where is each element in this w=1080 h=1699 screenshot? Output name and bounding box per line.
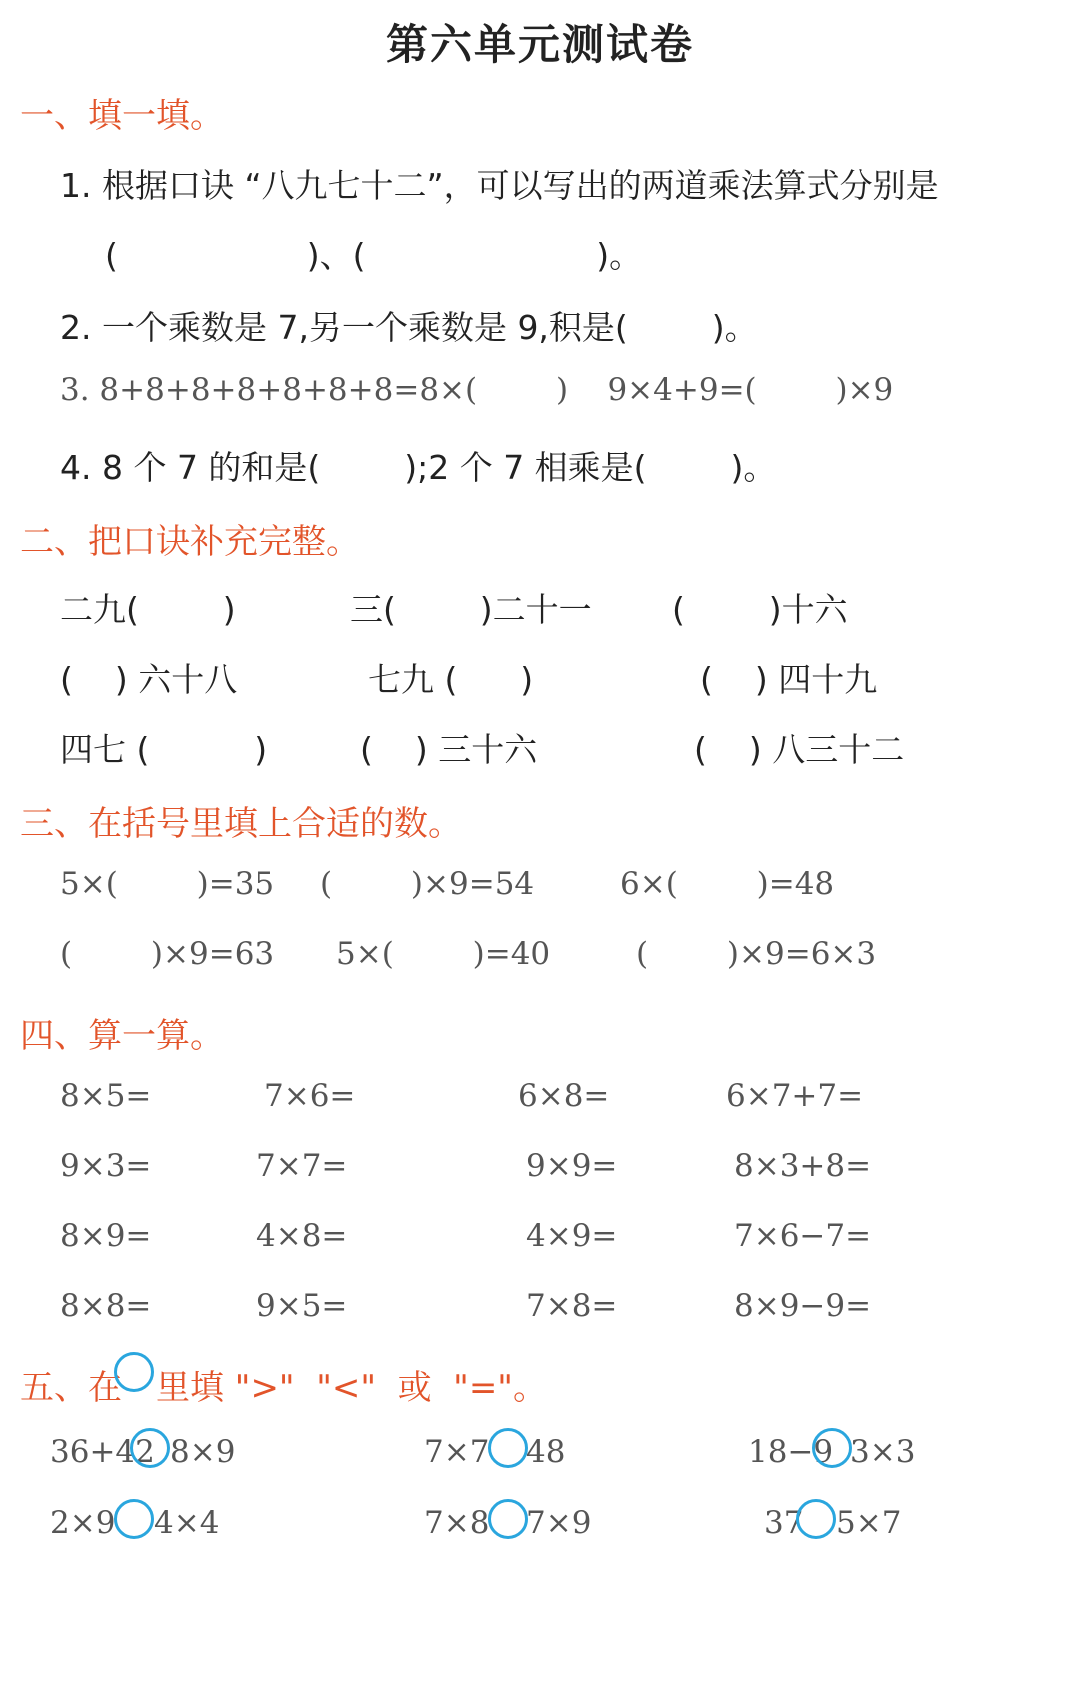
compare-right: 4×4 — [154, 1505, 220, 1541]
compare-circle-input[interactable] — [130, 1428, 170, 1468]
fill-item[interactable]: 5×( )=40 — [336, 936, 551, 972]
calc-item[interactable]: 7×6−7= — [734, 1218, 872, 1254]
koujue-item[interactable]: ( )十六 — [672, 590, 848, 629]
koujue-item[interactable]: 三( )二十一 — [350, 590, 592, 629]
fill-item[interactable]: ( )×9=6×3 — [636, 936, 877, 972]
compare-circle-input[interactable] — [812, 1428, 852, 1468]
calc-item[interactable]: 8×3+8= — [734, 1148, 872, 1184]
compare-right: 3×3 — [850, 1434, 916, 1470]
page-title: 第六单元测试卷 — [385, 20, 694, 69]
q2-text[interactable]: 2. 一个乘数是 7,另一个乘数是 9,积是( )。 — [60, 308, 758, 347]
fill-item[interactable]: ( )×9=54 — [320, 866, 535, 902]
section-5-heading-rest: 里填 ">" "<" 或 "="。 — [156, 1368, 547, 1408]
compare-right: 7×9 — [526, 1505, 592, 1541]
compare-left: 36+42 — [50, 1434, 155, 1470]
q1-text: 1. 根据口诀 “八九七十二”，可以写出的两道乘法算式分别是 — [60, 166, 939, 205]
calc-item[interactable]: 4×9= — [526, 1218, 618, 1254]
section-1-heading: 一、填一填。 — [20, 96, 224, 136]
calc-item[interactable]: 8×9−9= — [734, 1288, 872, 1324]
section-3-heading: 三、在括号里填上合适的数。 — [20, 804, 462, 844]
fill-item[interactable]: 5×( )=35 — [60, 866, 275, 902]
calc-item[interactable]: 6×7+7= — [726, 1078, 864, 1114]
calc-item[interactable]: 8×5= — [60, 1078, 152, 1114]
koujue-item[interactable]: ( ) 六十八 — [60, 660, 238, 699]
calc-item[interactable]: 9×5= — [256, 1288, 348, 1324]
compare-left: 18−9 — [748, 1434, 834, 1470]
fill-item[interactable]: 6×( )=48 — [620, 866, 835, 902]
koujue-item[interactable]: 二九( ) — [60, 590, 236, 629]
calc-item[interactable]: 9×3= — [60, 1148, 152, 1184]
compare-left: 2×9 — [50, 1505, 116, 1541]
calc-item[interactable]: 7×6= — [264, 1078, 356, 1114]
calc-item[interactable]: 8×9= — [60, 1218, 152, 1254]
calc-item[interactable]: 8×8= — [60, 1288, 152, 1324]
calc-item[interactable]: 6×8= — [518, 1078, 610, 1114]
koujue-item[interactable]: 七九 ( ) — [368, 660, 534, 699]
compare-left: 7×7 — [424, 1434, 490, 1470]
compare-circle-input[interactable] — [488, 1499, 528, 1539]
q1-answer-blanks[interactable]: ( )、( )。 — [105, 236, 643, 275]
compare-circle-input[interactable] — [488, 1428, 528, 1468]
koujue-item[interactable]: ( ) 三十六 — [360, 730, 538, 769]
fill-item[interactable]: ( )×9=63 — [60, 936, 275, 972]
section-2-heading: 二、把口诀补充完整。 — [20, 522, 360, 562]
q4-text[interactable]: 4. 8 个 7 的和是( );2 个 7 相乘是( )。 — [60, 448, 777, 487]
section-4-heading: 四、算一算。 — [20, 1016, 224, 1056]
compare-left: 7×8 — [424, 1505, 490, 1541]
calc-item[interactable]: 7×8= — [526, 1288, 618, 1324]
compare-right: 5×7 — [836, 1505, 902, 1541]
koujue-item[interactable]: ( ) 四十九 — [700, 660, 878, 699]
calc-item[interactable]: 4×8= — [256, 1218, 348, 1254]
compare-left: 37 — [764, 1505, 804, 1541]
koujue-item[interactable]: ( ) 八三十二 — [694, 730, 905, 769]
calc-item[interactable]: 7×7= — [256, 1148, 348, 1184]
compare-right: 48 — [526, 1434, 566, 1470]
compare-right: 8×9 — [170, 1434, 236, 1470]
compare-circle-input[interactable] — [114, 1499, 154, 1539]
circle-icon — [114, 1352, 154, 1392]
compare-circle-input[interactable] — [796, 1499, 836, 1539]
koujue-item[interactable]: 四七 ( ) — [60, 730, 268, 769]
section-5-heading: 五、在 — [20, 1368, 122, 1408]
q3-text[interactable]: 3. 8+8+8+8+8+8+8=8×( ) 9×4+9=( )×9 — [60, 372, 894, 408]
calc-item[interactable]: 9×9= — [526, 1148, 618, 1184]
